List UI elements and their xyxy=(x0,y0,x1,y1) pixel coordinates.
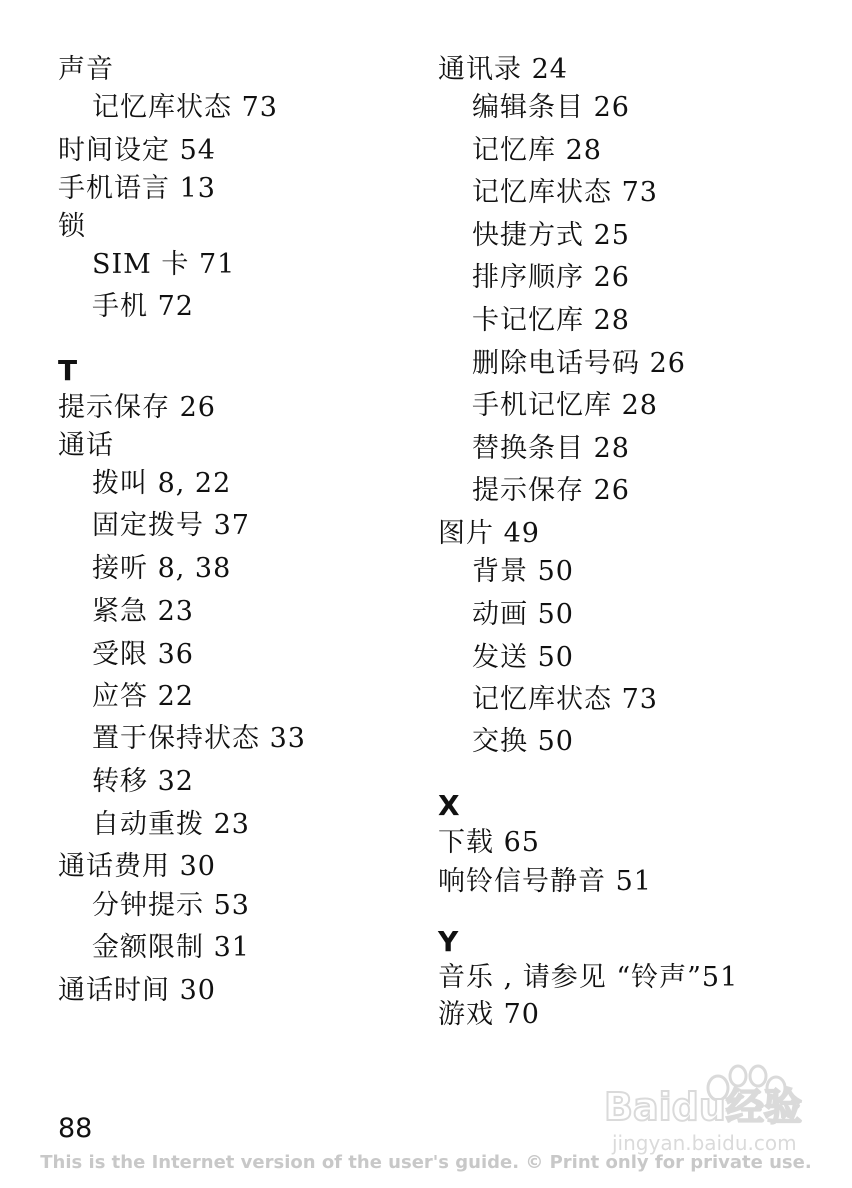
index-entry: 响铃信号静音 51 xyxy=(438,866,652,897)
index-entry: 手机语言 13 xyxy=(58,173,216,204)
index-subentry: 自动重拨 23 xyxy=(92,809,250,840)
index-entry: 游戏 70 xyxy=(438,999,540,1030)
page-number: 88 xyxy=(58,1113,93,1144)
index-subentry: 置于保持状态 33 xyxy=(92,723,306,754)
index-subentry: 金额限制 31 xyxy=(92,932,250,963)
watermark-brand: Baidu经验 xyxy=(604,1085,802,1129)
index-subentry: 动画 50 xyxy=(472,599,574,630)
watermark-url: jingyan.baidu.com xyxy=(612,1131,797,1155)
index-subentry: 应答 22 xyxy=(92,681,194,712)
index-subentry: 记忆库状态 73 xyxy=(472,684,658,715)
index-entry: 声音 xyxy=(58,54,114,85)
footer-disclaimer: This is the Internet version of the user's guide. © Print only for private use. xyxy=(40,1152,812,1173)
index-subentry: SIM 卡 71 xyxy=(92,249,236,280)
index-section-letter: Y xyxy=(438,925,459,958)
index-subentry: 拨叫 8, 22 xyxy=(92,468,232,499)
index-subentry: 手机记忆库 28 xyxy=(472,390,658,421)
index-subentry: 排序顺序 26 xyxy=(472,262,630,293)
index-subentry: 记忆库 28 xyxy=(472,135,602,166)
index-subentry: 接听 8, 38 xyxy=(92,553,232,584)
index-entry: 下载 65 xyxy=(438,827,540,858)
index-subentry: 编辑条目 26 xyxy=(472,92,630,123)
index-subentry: 记忆库状态 73 xyxy=(472,177,658,208)
index-subentry: 交换 50 xyxy=(472,726,574,757)
index-subentry: 替换条目 28 xyxy=(472,433,630,464)
index-subentry: 紧急 23 xyxy=(92,596,194,627)
index-subentry: 卡记忆库 28 xyxy=(472,305,630,336)
index-entry: 时间设定 54 xyxy=(58,135,216,166)
baidu-jingyan-watermark-logo xyxy=(598,1058,808,1158)
index-subentry: 背景 50 xyxy=(472,556,574,587)
index-subentry: 分钟提示 53 xyxy=(92,890,250,921)
index-entry: 通话 xyxy=(58,430,114,461)
index-subentry: 记忆库状态 73 xyxy=(92,92,278,123)
index-subentry: 快捷方式 25 xyxy=(472,220,630,251)
index-subentry: 删除电话号码 26 xyxy=(472,348,686,379)
index-subentry: 固定拨号 37 xyxy=(92,510,250,541)
index-entry: 通讯录 24 xyxy=(438,54,568,85)
index-subentry: 提示保存 26 xyxy=(472,475,630,506)
index-entry: 通话时间 30 xyxy=(58,975,216,1006)
index-entry: 通话费用 30 xyxy=(58,851,216,882)
index-subentry: 转移 32 xyxy=(92,766,194,797)
index-entry: 锁 xyxy=(58,211,86,242)
index-entry: 图片 49 xyxy=(438,518,540,549)
index-subentry: 受限 36 xyxy=(92,639,194,670)
index-entry: 提示保存 26 xyxy=(58,392,216,423)
index-section-letter: T xyxy=(58,354,78,387)
index-section-letter: X xyxy=(438,789,460,822)
index-subentry: 发送 50 xyxy=(472,642,574,673)
index-subentry: 手机 72 xyxy=(92,291,194,322)
index-entry: 音乐 , 请参见 “铃声”51 xyxy=(438,962,739,993)
